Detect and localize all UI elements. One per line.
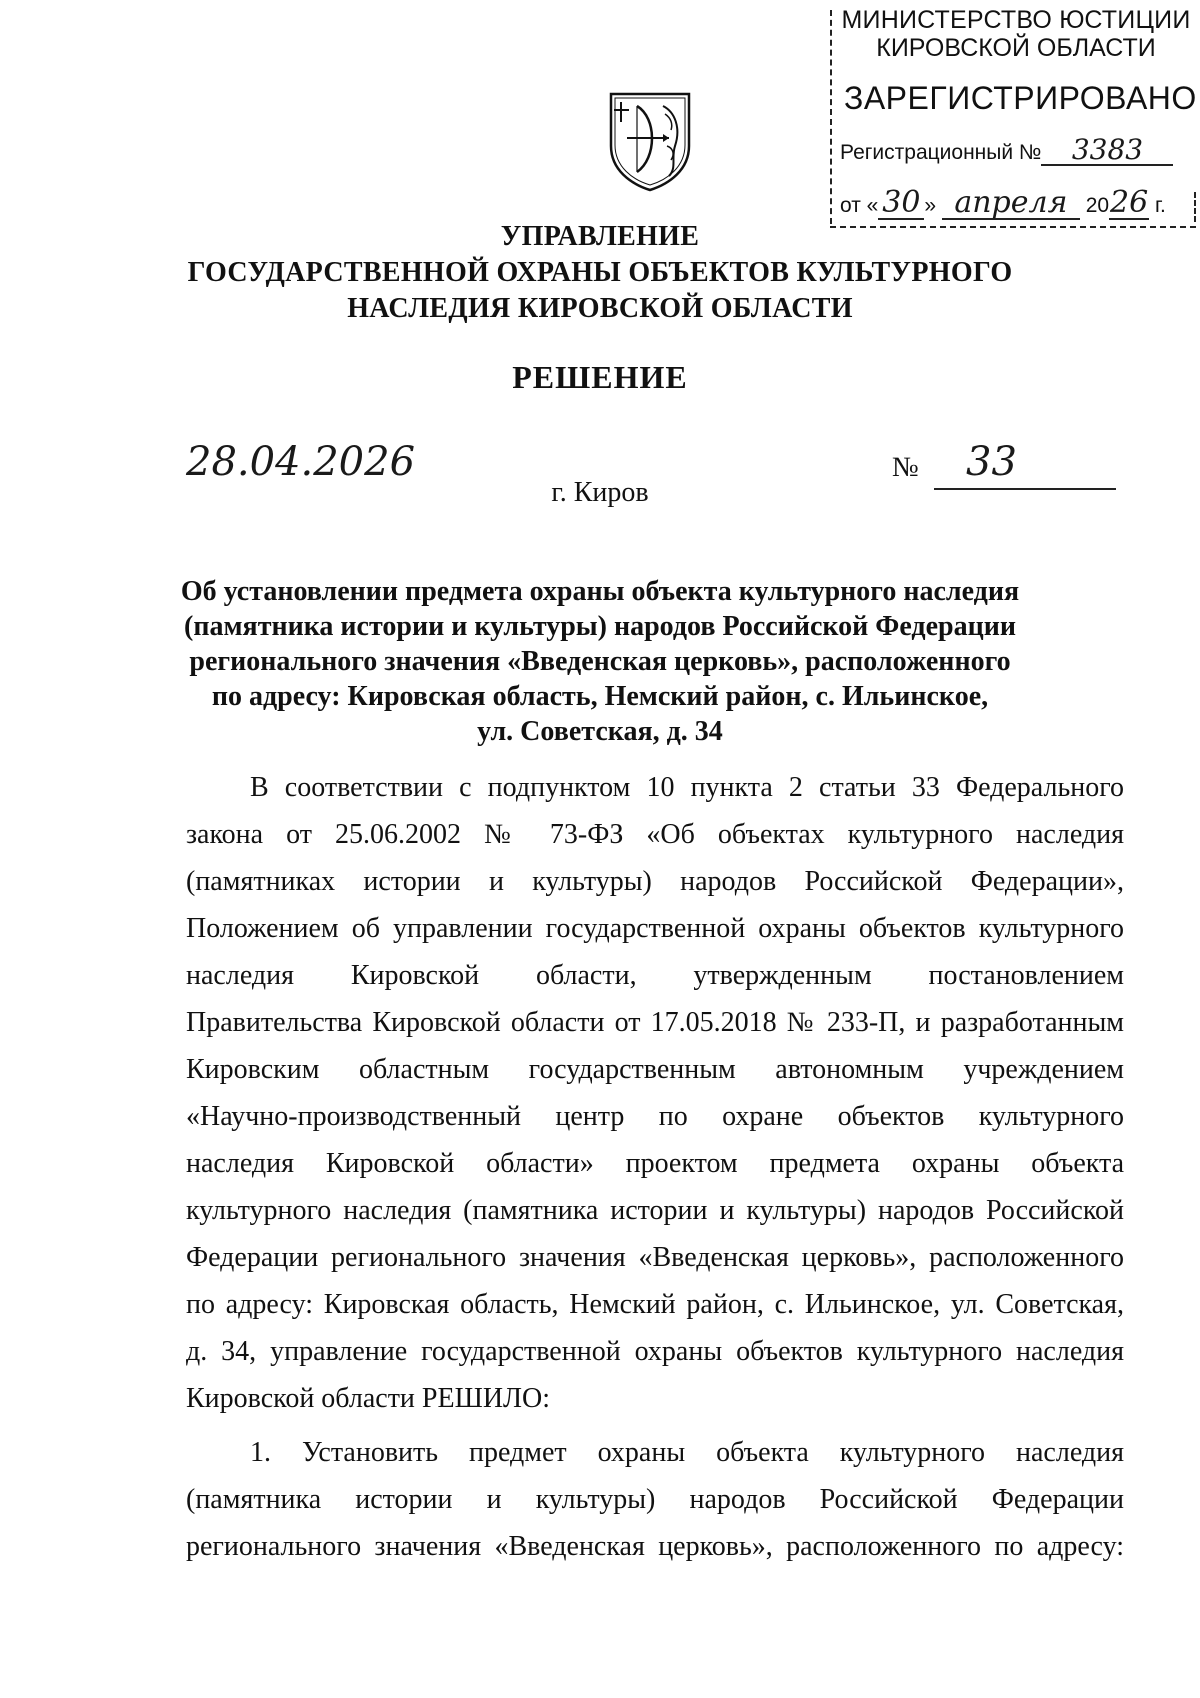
body-line: Кировской области РЕШИЛО:: [186, 1383, 551, 1414]
body-line: «Научно-производственный центр по охране объектов культурного: [186, 1101, 1124, 1132]
stamp-border: [1194, 192, 1196, 222]
subject-line: Об установлении предмета охраны объекта культурного наследия: [180, 576, 1020, 607]
stamp-region: КИРОВСКОЙ ОБЛАСТИ: [876, 34, 1156, 62]
subject-line: ул. Советская, д. 34: [477, 716, 723, 747]
stamp-year-suffix: 26: [1110, 185, 1149, 220]
body-line: закона от 25.06.2002 № 73-ФЗ «Об объектах культурного наследия: [186, 819, 1124, 850]
authority-title: УПРАВЛЕНИЕ: [500, 221, 700, 252]
document-number-label: №: [892, 452, 919, 483]
document-city: г. Киров: [551, 477, 649, 508]
stamp-registered: ЗАРЕГИСТРИРОВАНО: [844, 80, 1197, 116]
body-line: Федерации регионального значения «Введенская церковь», расположенного: [186, 1242, 1124, 1273]
stamp-year-unit: г.: [1154, 194, 1166, 217]
body-line: (памятника истории и культуры) народов Российской Федерации: [186, 1484, 1124, 1515]
document-date: 28.04.2026: [186, 439, 416, 485]
stamp-from-label: от «: [840, 194, 879, 217]
subject-line: по адресу: Кировская область, Немский район, с. Ильинское,: [211, 681, 989, 712]
body-line: Положением об управлении государственной охраны объектов культурного: [186, 913, 1124, 944]
subject-line: (памятника истории и культуры) народов Российской Федерации: [184, 611, 1016, 642]
document-title: РЕШЕНИЕ: [512, 359, 688, 395]
stamp-close-quote: »: [924, 194, 937, 217]
body-paragraph: [186, 764, 1124, 1422]
document-number: 33: [934, 440, 1116, 490]
body-line: регионального значения «Введенская церковь», расположенного по адресу:: [186, 1531, 1124, 1562]
authority-title-line2: ГОСУДАРСТВЕННОЙ ОХРАНЫ ОБЪЕКТОВ КУЛЬТУРНОГО: [187, 257, 1013, 288]
body-line: наследия Кировской области, утвержденным постановлением: [186, 960, 1124, 991]
coat-of-arms-icon: [605, 88, 695, 192]
subject-line: регионального значения «Введенская церковь», расположенного: [189, 646, 1011, 677]
body-line: наследия Кировской области» проектом предмета охраны объекта: [186, 1148, 1124, 1179]
stamp-reg-number: 3383: [1041, 136, 1173, 166]
authority-title-line3: НАСЛЕДИЯ КИРОВСКОЙ ОБЛАСТИ: [347, 293, 853, 324]
stamp-year-prefix: 20: [1085, 194, 1110, 217]
body-line: Правительства Кировской области от 17.05.2018 № 233-П, и разработанным: [186, 1007, 1124, 1038]
body-line: 1. Установить предмет охраны объекта культурного наследия: [250, 1437, 1124, 1468]
document-subject: [0, 574, 1200, 749]
body-paragraph-item-1: [186, 1429, 1124, 1570]
stamp-date-row: [840, 185, 1166, 221]
stamp-ministry: МИНИСТЕРСТВО ЮСТИЦИИ: [841, 6, 1191, 34]
body-line: (памятниках истории и культуры) народов Российской Федерации»,: [186, 866, 1124, 897]
stamp-border: [830, 10, 832, 224]
stamp-month: апреля: [942, 188, 1080, 220]
body-line: культурного наследия (памятника истории и культуры) народов Российской: [186, 1195, 1124, 1226]
stamp-reg-number-row: [840, 133, 1173, 167]
registration-stamp: [830, 2, 1196, 230]
body-line: Кировским областным государственным автономным учреждением: [186, 1054, 1124, 1085]
stamp-day: 30: [878, 188, 924, 220]
body-line: по адресу: Кировская область, Немский район, с. Ильинское, ул. Советская,: [186, 1289, 1124, 1320]
body-line: д. 34, управление государственной охраны объектов культурного наследия: [186, 1336, 1124, 1367]
body-line: В соответствии с подпунктом 10 пункта 2 статьи 33 Федерального: [250, 772, 1124, 803]
stamp-reg-label: Регистрационный №: [840, 141, 1042, 164]
